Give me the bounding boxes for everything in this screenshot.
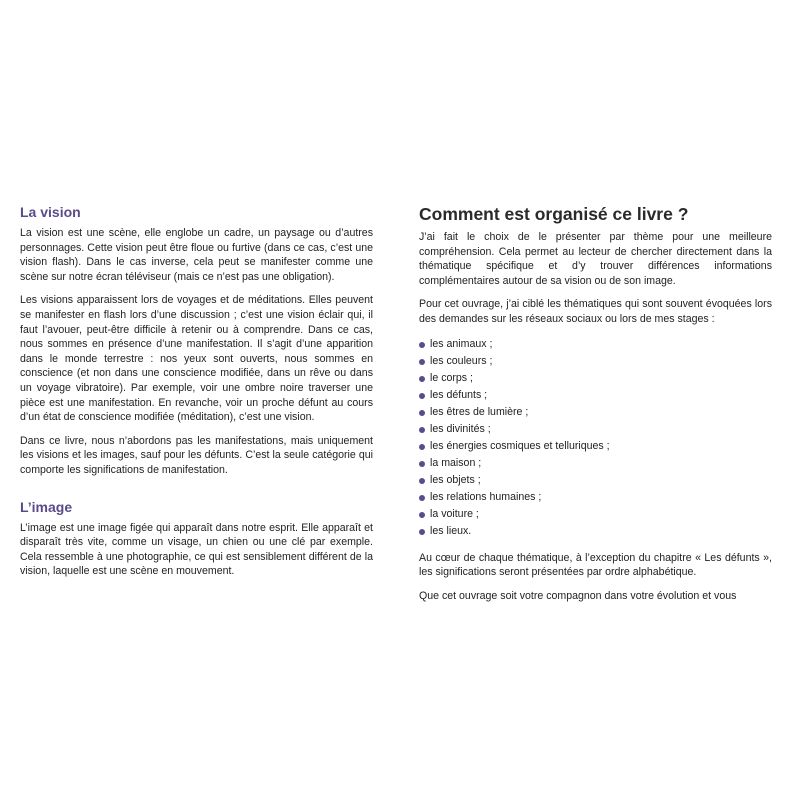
- theme-list-item: [419, 523, 772, 540]
- bullet-dot-icon: [419, 444, 425, 450]
- theme-list-item: [419, 455, 772, 472]
- theme-label: les animaux ;: [430, 337, 493, 350]
- right-column: [419, 203, 772, 612]
- themes-list: [419, 336, 772, 540]
- theme-label: la voiture ;: [430, 507, 479, 520]
- theme-list-item: [419, 506, 772, 523]
- intro-paragraph: Pour cet ouvrage, j’ai ciblé les thématiques qui sont souvent évoquées lors des demandes sur les réseaux sociaux ou lors de mes stages :: [419, 298, 772, 325]
- bullet-dot-icon: [419, 342, 425, 348]
- theme-list-item: [419, 336, 772, 353]
- theme-label: le corps ;: [430, 371, 473, 384]
- bullet-dot-icon: [419, 393, 425, 399]
- bullet-dot-icon: [419, 512, 425, 518]
- outro-paragraph: Que cet ouvrage soit votre compagnon dans votre évolution et vous: [419, 589, 737, 602]
- theme-list-item: [419, 421, 772, 438]
- theme-list-item: [419, 353, 772, 370]
- theme-list-item: [419, 489, 772, 506]
- bullet-dot-icon: [419, 427, 425, 433]
- theme-label: les couleurs ;: [430, 354, 493, 367]
- theme-label: les relations humaines ;: [430, 490, 542, 503]
- bullet-dot-icon: [419, 529, 425, 535]
- organization-heading: Comment est organisé ce livre ?: [419, 204, 689, 224]
- section-heading-image: L’image: [20, 498, 73, 515]
- section-heading-vision: La vision: [20, 204, 81, 220]
- bullet-dot-icon: [419, 359, 425, 365]
- theme-list-item: [419, 370, 772, 387]
- bullet-dot-icon: [419, 495, 425, 501]
- theme-label: les lieux.: [430, 524, 472, 537]
- vision-paragraph: La vision est une scène, elle englobe un cadre, un paysage ou d’autres personnages. Cette vision peut être floue ou furtive (dans ce cas, c’est une vision flash). Dans le cas inverse, cela peut se manifester comme une scène sur notre écran téléviseur (mais ce n’est pas une obligation).: [20, 227, 373, 283]
- theme-label: les énergies cosmiques et telluriques ;: [430, 439, 610, 452]
- outro-paragraph: Au cœur de chaque thématique, à l’exception du chapitre « Les défunts », les significations seront présentées par ordre alphabétique.: [419, 551, 772, 579]
- theme-label: les objets ;: [430, 473, 481, 486]
- bullet-dot-icon: [419, 410, 425, 416]
- image-paragraph: L’image est une image figée qui apparaît dans notre esprit. Elle apparaît et disparaît très vite, comme un visage, un chien ou une clé par exemple. Cela ressemble à une photographie, ce qui est sensiblement différent de la vision, laquelle est une scène en mouvement.: [20, 521, 373, 578]
- bullet-dot-icon: [419, 461, 425, 467]
- theme-list-item: [419, 404, 772, 421]
- left-column: [20, 203, 373, 588]
- theme-label: les divinités ;: [430, 422, 491, 435]
- vision-paragraph: Dans ce livre, nous n’abordons pas les manifestations, mais uniquement les visions et les images, sauf pour les défunts. C’est la seule catégorie qui comporte les significations de manifestation.: [20, 434, 373, 476]
- vision-paragraph: Les visions apparaissent lors de voyages et de méditations. Elles peuvent se manifester en flash lors d’une discussion ; c’est une vision éclair qui, il faut l’avouer, peut-être difficile à retenir ou à comprendre. Dans ce cas, nous sommes en présence d’une manifestation. Il s’agit d’une apparition dans le monde terrestre : nos yeux sont ouverts, nous sommes en conscience (et non dans une conscience modifiée, dans un rêve ou dans un voyage vibratoire). Par exemple, voir une ombre noire traverser une pièce est une manifestation. En revanche, voir un proche défunt au cours d’un état de conscience modifiée (méditation), c’est une vision.: [20, 294, 373, 424]
- bullet-dot-icon: [419, 376, 425, 382]
- theme-list-item: [419, 438, 772, 455]
- intro-paragraph: J’ai fait le choix de le présenter par thème pour une meilleure compréhension. Cela permet au lecteur de chercher directement dans la thématique spécifique et d’y trouver différences informations complémentaires autour de sa vision ou de son image.: [419, 231, 772, 287]
- theme-label: les êtres de lumière ;: [430, 405, 529, 418]
- theme-label: les défunts ;: [430, 388, 488, 401]
- theme-label: la maison ;: [430, 456, 482, 469]
- bullet-dot-icon: [419, 478, 425, 484]
- theme-list-item: [419, 472, 772, 489]
- theme-list-item: [419, 387, 772, 404]
